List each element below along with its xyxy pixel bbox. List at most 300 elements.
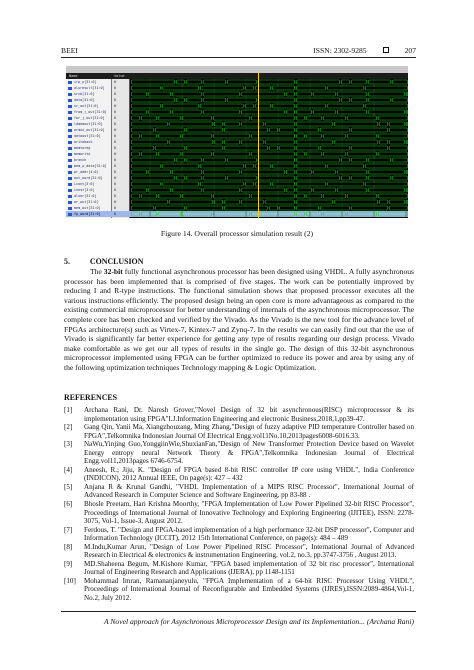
waveform-segment	[351, 128, 388, 132]
waveform-segment	[347, 152, 377, 156]
signal-value: 0	[114, 194, 117, 198]
waveform-segment	[327, 182, 364, 186]
reference-text: Archana Rani, Dr. Naresh Grover,"Novel Design of 32 bit asynchronous(RISC) microprocessor & its implementation using FPGA"I.J.Information Engineering and electronic Business,2018,1,pp39-47.	[84, 406, 414, 423]
reference-number: [7]	[64, 525, 73, 534]
journal-name: BEEI	[61, 45, 78, 55]
waveform-segment	[258, 80, 295, 84]
waveform-segment	[131, 110, 147, 114]
waveform-segment	[162, 86, 199, 90]
reference-text: Bhosle Preetam, Hari Krishna Moorthy, "FPGA Implementation of Low Power Pipelined 32-bit RISC Processor", Proceedings of International Journal of Innovative Technology and Exploring Engineering (IJITEE), ISSN: 2278-3075, Vol-1, Issue-3, August 2012.	[84, 500, 414, 526]
waveform-segment	[245, 86, 254, 90]
reference-text: Gang Qin, Yanii Ma, Xiangzhouzang, Ming Zhang,"Design of fuzzy adaptive PID temperature Controller based on FPGA",Telkomnika Indonesian Journal Of Electrical Engg.vol11No.10,2013pages6008-6016.33.	[84, 423, 414, 440]
waveform-segment	[176, 98, 185, 102]
waveform-segment	[296, 80, 340, 84]
waveform-segment	[296, 158, 340, 162]
signal-value: 0	[114, 170, 117, 174]
waveform-segment	[182, 134, 212, 138]
signal-type-icon	[68, 177, 72, 180]
waveform-segment	[265, 200, 295, 204]
figure-caption: Figure 14. Overall processor simulation result (2)	[160, 229, 314, 238]
waveform-segment	[224, 200, 240, 204]
waveform-segment	[148, 170, 171, 174]
waveform-segment	[203, 188, 240, 192]
waveform-segment	[258, 176, 295, 180]
waveform-segment	[347, 116, 377, 120]
waveform-segment	[406, 92, 408, 96]
waveform-segment	[186, 128, 223, 132]
signal-value: 0	[114, 140, 117, 144]
waveform-segment	[279, 146, 295, 150]
reference-item	[64, 526, 414, 543]
waveform-segment	[337, 188, 367, 192]
waveform-traces	[130, 79, 408, 218]
signal-value: 0	[114, 116, 117, 120]
signal-value: 0	[114, 98, 117, 102]
signal-name: aluresult[31:0]	[74, 86, 105, 90]
waveform-segment	[341, 80, 350, 84]
waveform-segment	[172, 110, 202, 114]
signal-name: mem_w_data[31:0]	[74, 164, 107, 168]
waveform-segment	[269, 206, 278, 210]
waveform-segment	[155, 128, 185, 132]
waveform-segment	[296, 194, 305, 198]
reference-text: MD.Shaheena Begum, M.Kishore Kumar, "FPGA based implementation of 32 bit risc processor", International Journal of Engineering Research and Applications (IJERA), pp 1148-1151	[84, 559, 414, 577]
waveform-segment	[313, 188, 336, 192]
waveform-segment	[186, 206, 223, 210]
signal-type-icon	[68, 135, 72, 138]
waveform-segment	[341, 98, 350, 102]
reference-text: Anjana R & Krunal Gandhi, "VHDL Implementation of a MIPS RISC Processor", International Journal of Advanced Research in Computer Science and Software Engineering, pp 83-88 .	[84, 482, 414, 500]
waveform-segment	[392, 98, 408, 102]
waveform-segment	[368, 170, 405, 174]
waveform-segment	[141, 152, 157, 156]
waveform-segment	[203, 80, 226, 84]
waveform-segment	[131, 98, 175, 102]
waveform-segment	[131, 152, 140, 156]
waveform-segment	[131, 194, 140, 198]
reference-text: Mohammad Imran, Ramananjaneyulu, "FPGA Implementation of a 64-bit RISC Processor Using VHDL", Proceedings of International Journal of Reconfigurable and Embedded Systems (IJRES),ISSN:2089-4864,Vol-1, No.2, July 2012.	[84, 576, 414, 603]
waveform-segment	[334, 122, 378, 126]
signal-type-icon	[68, 129, 72, 132]
waveform-segment	[286, 110, 295, 114]
waveform-segment	[131, 134, 140, 138]
signal-type-icon	[68, 111, 72, 114]
page-header	[61, 44, 416, 56]
waveform-segment	[378, 152, 408, 156]
reference-item	[64, 466, 414, 483]
waveform-segment	[389, 146, 408, 150]
waveform-segment	[131, 140, 168, 144]
waveform-segment	[286, 170, 295, 174]
signal-name: dataout[31:0]	[74, 134, 101, 138]
waveform-segment	[296, 134, 305, 138]
waveform-segment	[323, 116, 346, 120]
header-rule	[61, 57, 416, 58]
waveform-segment	[131, 146, 154, 150]
signal-name: srcb[31:0]	[74, 92, 95, 96]
waveform-segment	[227, 80, 257, 84]
waveform-segment	[296, 188, 312, 192]
waveform-segment	[406, 110, 408, 114]
waveform-segment	[389, 122, 405, 126]
waveform-segment	[334, 200, 378, 204]
waveform-segment	[389, 140, 405, 144]
waveform-segment	[389, 200, 405, 204]
reference-number: [8]	[64, 542, 73, 551]
page-footer: A Novel approach for Asynchronous Microprocessor Design and its Implementation... (Archana Rani)	[103, 617, 414, 626]
waveform-segment	[306, 212, 322, 216]
waveform-segment	[392, 80, 408, 84]
waveform-segment	[368, 188, 405, 192]
waveform-segment	[272, 104, 295, 108]
reference-number: [6]	[64, 500, 73, 509]
waveform-segment	[323, 152, 346, 156]
waveform-segment	[182, 212, 212, 216]
references-list	[64, 406, 414, 603]
signal-name: fp_word[31:0]	[74, 212, 101, 216]
signal-type-icon	[68, 105, 72, 108]
reference-number: [9]	[64, 559, 73, 568]
signal-type-icon	[68, 171, 72, 174]
signal-value: 0	[114, 176, 117, 180]
waveform-segment	[186, 80, 202, 84]
waveform-segment	[131, 176, 175, 180]
waveform-segment	[245, 182, 254, 186]
waveform-segment	[131, 158, 175, 162]
waveform-segment	[169, 122, 213, 126]
signal-value: 0	[114, 128, 117, 132]
waveform-segment	[131, 128, 154, 132]
waveform-segment	[172, 92, 202, 96]
waveform-segment	[224, 140, 240, 144]
waveform-segment	[296, 182, 326, 186]
signal-value: 0	[114, 86, 117, 90]
waveform-segment	[203, 170, 240, 174]
waveform-segment	[182, 116, 212, 120]
waveform-segment	[379, 140, 388, 144]
waveform-segment	[241, 200, 264, 204]
waveform-segment	[227, 98, 257, 102]
issn: ISSN: 2302-9285	[313, 45, 367, 55]
waveform-segment	[365, 86, 408, 90]
waveform-segment	[337, 170, 367, 174]
signal-name: memtoreg	[74, 146, 91, 150]
waveform-segment	[365, 164, 408, 168]
waveform-segment	[286, 188, 295, 192]
references-heading: REFERENCES	[64, 393, 118, 402]
signal-name: writeback	[74, 140, 93, 144]
signal-name: for_j_out[31:0]	[74, 116, 105, 120]
signal-type-icon	[68, 147, 72, 150]
time-cursor	[258, 73, 259, 218]
waveform-segment	[272, 182, 295, 186]
signal-name: wrmux_out[31:0]	[74, 128, 105, 132]
waveform-segment	[182, 152, 212, 156]
signal-name: sr_out[31:0]	[74, 104, 99, 108]
waveform-segment	[131, 164, 161, 168]
waveform-segment	[351, 158, 367, 162]
waveform-segment	[203, 176, 226, 180]
footer-rule	[61, 611, 416, 612]
waveform-segment	[296, 92, 312, 96]
waveform-segment	[214, 122, 223, 126]
reference-text: Aneesh, R.; Jiju, K. "Design of FPGA based 8-bit RISC controller IP core using VHDL", India Conference (INDICON), 2012 Annual IEEE, On page(s): 427 – 432	[84, 465, 414, 483]
signal-value: 0	[114, 122, 117, 126]
waveform-segment	[351, 98, 367, 102]
waveform-segment	[186, 146, 223, 150]
signal-type-icon	[68, 213, 72, 216]
waveform-segment	[313, 170, 336, 174]
waveform-segment	[368, 98, 391, 102]
waveform-segment	[148, 92, 171, 96]
waveform-segment	[203, 98, 226, 102]
waveform-segment	[392, 158, 408, 162]
waveform-segment	[296, 146, 319, 150]
signal-value: 0	[114, 152, 117, 156]
signal-type-icon	[68, 81, 72, 84]
signal-value: 0	[114, 104, 117, 108]
waveform-segment	[169, 200, 213, 204]
waveform-segment	[368, 158, 391, 162]
reference-item	[64, 406, 414, 423]
signal-type-icon	[68, 87, 72, 90]
waveform-segment	[347, 212, 377, 216]
waveform-segment	[378, 116, 408, 120]
waveform-segment	[214, 140, 223, 144]
waveform-segment	[296, 170, 312, 174]
waveform-segment	[200, 182, 244, 186]
waveform-segment	[213, 212, 250, 216]
waveform-segment	[131, 116, 140, 120]
waveform-segment	[296, 140, 333, 144]
waveform-segment	[214, 200, 223, 204]
waveform-segment	[241, 122, 264, 126]
reference-item	[64, 483, 414, 500]
waveform-segment	[320, 146, 350, 150]
signal-name: data[31:0]	[74, 98, 95, 102]
waveform-segment	[296, 116, 305, 120]
waveform-segment	[368, 80, 391, 84]
waveform-segment	[323, 134, 346, 138]
waveform-segment	[296, 200, 333, 204]
waveform-segment	[406, 200, 408, 204]
waveform-segment	[131, 170, 147, 174]
waveform-segment	[378, 194, 408, 198]
waveform-segment	[169, 140, 213, 144]
waveform-segment	[347, 134, 377, 138]
signal-value: 0	[114, 212, 117, 216]
waveform-segment	[131, 212, 140, 216]
waveform-segment	[200, 86, 244, 90]
waveform-segment	[296, 176, 340, 180]
waveform-segment	[306, 134, 322, 138]
waveform-segment	[162, 104, 199, 108]
waveform-segment	[213, 152, 250, 156]
signal-name: memwrite	[74, 152, 91, 156]
waveform-segment	[368, 92, 405, 96]
signal-name: branch	[74, 158, 87, 162]
waveform-segment	[296, 104, 326, 108]
signal-value: 0	[114, 110, 117, 114]
waveform-segment	[313, 110, 336, 114]
waveform-segment	[131, 122, 168, 126]
signal-value: 0	[114, 134, 117, 138]
waveform-segment	[203, 158, 226, 162]
signal-name: wr_addr[4:0]	[74, 170, 99, 174]
waveform-segment	[296, 110, 312, 114]
reference-item	[64, 560, 414, 577]
waveform-segment	[241, 140, 264, 144]
reference-item	[64, 440, 414, 466]
waveform-segment	[213, 194, 250, 198]
reference-number: [5]	[64, 482, 73, 491]
waveform-segment	[141, 194, 157, 198]
waveform-segment	[213, 116, 250, 120]
waveform-segment	[241, 170, 285, 174]
waveform-segment	[213, 134, 250, 138]
waveform-segment	[365, 182, 408, 186]
waveform-segment	[323, 194, 346, 198]
signal-type-icon	[68, 99, 72, 102]
waveform-segment	[323, 212, 346, 216]
waveform-segment	[320, 206, 350, 210]
reference-number: [3]	[64, 440, 73, 449]
waveform-segment	[265, 122, 295, 126]
signal-value: 0	[114, 92, 117, 96]
waveform-segment	[200, 104, 244, 108]
signal-value: 0	[114, 206, 117, 210]
waveform-segment	[203, 110, 240, 114]
page-box-icon	[383, 47, 389, 53]
signal-name: wr_out[31:0]	[74, 200, 99, 204]
signal-type-icon	[68, 189, 72, 192]
signal-name: from_j_out[31:0]	[74, 110, 107, 114]
signal-type-icon	[68, 93, 72, 96]
waveform-segment	[347, 194, 377, 198]
reference-item	[64, 423, 414, 440]
simulation-waveform-figure	[66, 66, 408, 218]
signal-name: irp_o[31:0]	[74, 80, 97, 84]
waveform-segment	[337, 110, 367, 114]
waveform-segment	[158, 134, 181, 138]
waveform-segment	[351, 206, 388, 210]
waveform-segment	[158, 152, 181, 156]
signal-value: 0	[114, 200, 117, 204]
waveform-segment	[148, 188, 171, 192]
waveform-segment	[172, 170, 202, 174]
waveform-segment	[269, 146, 278, 150]
waveform-segment	[131, 86, 161, 90]
reference-item	[64, 577, 414, 603]
waveform-segment	[155, 146, 185, 150]
conclusion-paragraph: The 32-bit fully functional asynchronous processor has been designed using VHDL. A fully asynchronous processor has been implemented that is comprised of five stages. The work can be potentially improved by reducing I and R-type instructions. The functional simulation shows that proposed processor executes all the various instructions efficiently. The proposed design being an open core is more advantageous as compared to the existing commercial microprocessor for better understanding of internals of the asynchronous microprocessor. The complete core has been checked and verified by the Vivado. As the Vivado is the new tool for the advance level of FPGAs architecture(s) such as Virtex-7, Kintex-7 and Zynq-7. In the results we can easily find out that the use of Vivado is significantly far better experience for getting any type of results regarding our design process. Vivado make comfortable as we get our all types of results in the single go. The design of this 32-bit asynchronous microprocessor implemented using FPGA can be further optimized to reduce its power and area by using any of the following optimization techniques Technology mapping & Logic Optimization.	[64, 267, 414, 372]
waveform-segment	[272, 164, 295, 168]
signal-name: Lcont[3:0]	[74, 182, 95, 186]
waveform-segment	[406, 140, 408, 144]
waveform-segment	[389, 128, 408, 132]
waveform-segment	[141, 134, 157, 138]
waveform-segment	[279, 128, 295, 132]
signal-name: ldmemout[31:0]	[74, 122, 103, 126]
signal-name: out_word[31:0]	[74, 176, 103, 180]
waveform-segment	[155, 206, 185, 210]
conclusion-number: 5.	[64, 257, 70, 266]
waveform-segment	[131, 188, 147, 192]
waveform-segment	[406, 170, 408, 174]
waveform-segment	[141, 116, 157, 120]
waveform-segment	[131, 200, 168, 204]
reference-number: [1]	[64, 406, 73, 414]
waveform-segment	[241, 188, 285, 192]
waveform-segment	[296, 164, 326, 168]
waveform-segment	[368, 176, 391, 180]
waveform-segment	[158, 212, 181, 216]
signal-name: aluor[31:0]	[74, 194, 97, 198]
waveform-segment	[258, 158, 295, 162]
reference-item	[64, 500, 414, 526]
waveform-segment	[306, 116, 322, 120]
waveform-segment	[182, 194, 212, 198]
waveform-segment	[327, 86, 364, 90]
waveform-segment	[378, 212, 408, 216]
signal-name: mem_out[31:0]	[74, 206, 101, 210]
waveform-segment	[337, 92, 367, 96]
waveform-segment	[320, 128, 350, 132]
signal-type-icon	[68, 183, 72, 186]
waveform-segment	[379, 200, 388, 204]
conclusion-title: CONCLUSION	[89, 257, 144, 266]
signal-type-icon	[68, 201, 72, 204]
waveform-segment	[224, 122, 240, 126]
waveform-segment	[327, 164, 364, 168]
signal-type-icon	[68, 141, 72, 144]
reference-item	[64, 543, 414, 560]
waveform-segment	[341, 176, 350, 180]
waveform-segment	[241, 92, 285, 96]
waveform-segment	[176, 158, 185, 162]
waveform-segment	[241, 110, 285, 114]
waveform-segment	[200, 164, 244, 168]
value-column-header: Value	[114, 74, 125, 78]
waveform-segment	[258, 98, 295, 102]
waveform-toolbar	[66, 66, 408, 73]
waveform-segment	[141, 212, 157, 216]
waveform-segment	[365, 104, 408, 108]
signal-value: 0	[114, 158, 117, 162]
signal-type-icon	[68, 153, 72, 156]
waveform-segment	[203, 92, 240, 96]
reference-number: [4]	[64, 465, 73, 474]
waveform-segment	[131, 182, 161, 186]
name-column-header: Name	[69, 74, 78, 78]
waveform-segment	[341, 158, 350, 162]
waveform-segment	[176, 80, 185, 84]
waveform-segment	[334, 140, 378, 144]
waveform-segment	[392, 176, 408, 180]
waveform-segment	[272, 86, 295, 90]
signal-value: 0	[114, 188, 117, 192]
waveform-segment	[245, 104, 254, 108]
signal-name: Lnest[3:0]	[74, 188, 95, 192]
waveform-segment	[148, 110, 171, 114]
waveform-segment	[296, 98, 340, 102]
signal-type-icon	[68, 123, 72, 126]
waveform-segment	[286, 92, 295, 96]
waveform-segment	[227, 176, 257, 180]
signal-type-icon	[68, 195, 72, 198]
waveform-segment	[186, 176, 202, 180]
waveform-segment	[368, 110, 405, 114]
